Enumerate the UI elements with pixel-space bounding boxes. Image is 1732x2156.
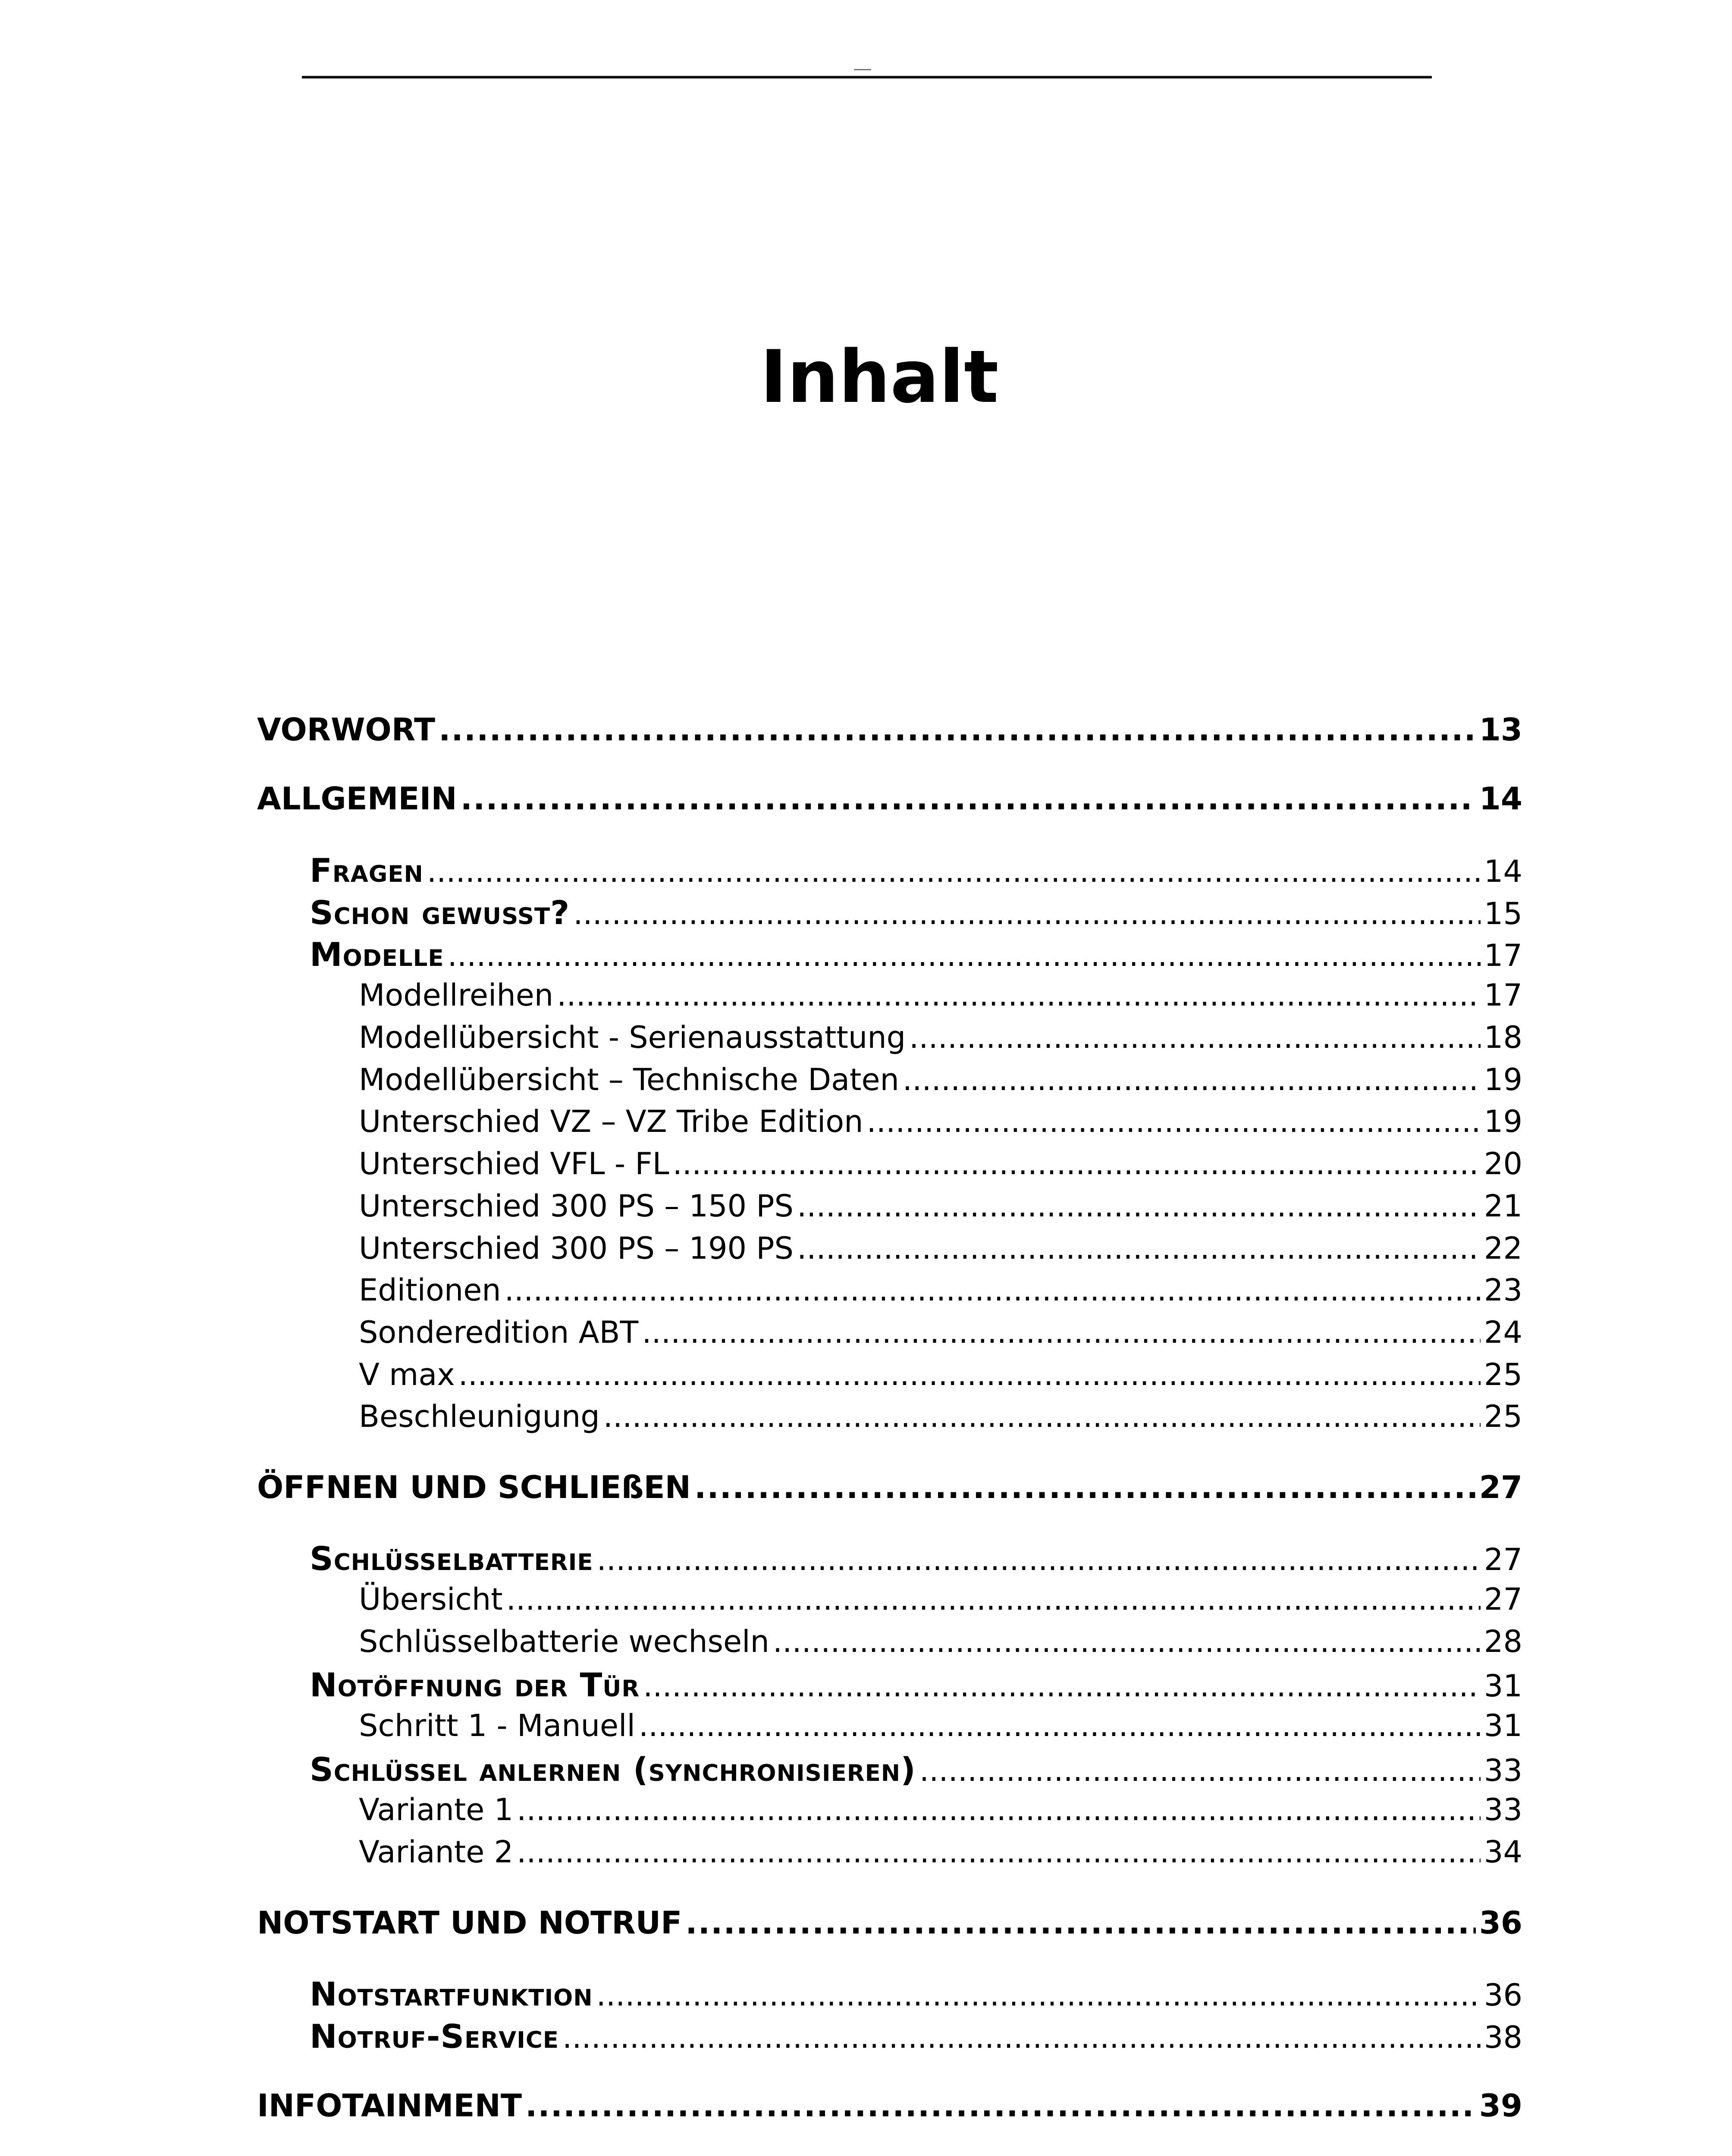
toc-dot-leader	[439, 711, 1476, 748]
toc-dot-leader	[909, 1020, 1481, 1055]
toc-entry-title: Notruf-Service	[310, 2017, 559, 2056]
toc-entry-sub[interactable]	[257, 1792, 1522, 1827]
toc-page-number: 13	[1479, 711, 1522, 748]
toc-page-number: 25	[1484, 1399, 1522, 1434]
toc-entry-title: Übersicht	[359, 1582, 503, 1617]
toc-dot-leader	[673, 1146, 1481, 1181]
toc-entry-title: Unterschied VFL - FL	[359, 1146, 669, 1181]
toc-entry-title: Variante 2	[359, 1834, 514, 1870]
toc-page-number: 14	[1479, 780, 1522, 817]
toc-dot-leader	[525, 2087, 1476, 2124]
toc-entry-title: Modellübersicht - Serienausstattung	[359, 1020, 906, 1055]
toc-page-number: 28	[1484, 1624, 1522, 1659]
toc-page-number: 36	[1479, 1905, 1522, 1941]
toc-entry-title: INFOTAINMENT	[257, 2087, 522, 2124]
toc-entry-title: ÖFFNEN UND SCHLIEßEN	[257, 1469, 691, 1505]
toc-entry-title: V max	[359, 1357, 455, 1392]
toc-dot-leader	[517, 1834, 1481, 1870]
toc-entry-section[interactable]	[257, 893, 1522, 932]
toc-entry-sub[interactable]	[257, 1315, 1522, 1350]
page-title: Inhalt	[760, 335, 999, 419]
toc-entry-title: Notöffnung der Tür	[310, 1666, 640, 1704]
toc-page-number: 18	[1484, 1020, 1522, 1055]
toc-entry-chapter[interactable]	[257, 1905, 1522, 1941]
toc-dot-leader	[603, 1399, 1481, 1434]
toc-page-number: 20	[1484, 1146, 1522, 1181]
toc-page-number: 27	[1479, 1469, 1522, 1505]
toc-page-number: 19	[1484, 1062, 1522, 1097]
toc-page-number: 17	[1484, 938, 1522, 973]
toc-entry-sub[interactable]	[257, 1272, 1522, 1308]
toc-entry-section[interactable]	[257, 935, 1522, 974]
toc-dot-leader	[903, 1062, 1481, 1097]
toc-entry-chapter[interactable]	[257, 711, 1522, 748]
toc-page-number: 31	[1484, 1668, 1522, 1704]
toc-dot-leader	[597, 1542, 1481, 1577]
toc-entry-sub[interactable]	[257, 1020, 1522, 1055]
toc-dot-leader	[867, 1104, 1481, 1139]
header-rule-mark	[854, 69, 871, 70]
toc-entry-section[interactable]	[257, 1750, 1522, 1789]
toc-entry-title: Beschleunigung	[359, 1399, 600, 1434]
toc-entry-section[interactable]	[257, 2017, 1522, 2056]
toc-page-number: 24	[1484, 1315, 1522, 1350]
toc-entry-sub[interactable]	[257, 1582, 1522, 1617]
toc-dot-leader	[573, 896, 1481, 931]
toc-entry-section[interactable]	[257, 1539, 1522, 1578]
toc-page-number: 25	[1484, 1357, 1522, 1392]
header-rule	[302, 76, 1432, 78]
toc-dot-leader	[639, 1708, 1481, 1743]
toc-entry-sub[interactable]	[257, 1062, 1522, 1097]
toc-entry-title: Schlüssel anlernen (synchronisieren)	[310, 1750, 916, 1789]
toc-entry-sub[interactable]	[257, 1188, 1522, 1224]
toc-entry-title: Modellreihen	[359, 978, 554, 1013]
toc-dot-leader	[685, 1905, 1476, 1941]
toc-page-number: 23	[1484, 1272, 1522, 1308]
toc-entry-sub[interactable]	[257, 1834, 1522, 1870]
toc-page-number: 38	[1484, 2020, 1522, 2055]
toc-page-number: 19	[1484, 1104, 1522, 1139]
toc-entry-title: VORWORT	[257, 711, 436, 748]
toc-entry-chapter[interactable]	[257, 1469, 1522, 1505]
toc-dot-leader	[919, 1753, 1481, 1788]
toc-page-number: 15	[1484, 896, 1522, 931]
toc-entry-title: Schon gewusst?	[310, 893, 570, 932]
toc-page-number: 36	[1484, 1977, 1522, 2013]
toc-entry-title: Schritt 1 - Manuell	[359, 1708, 635, 1743]
toc-entry-section[interactable]	[257, 851, 1522, 890]
toc-dot-leader	[448, 938, 1481, 973]
toc-dot-leader	[797, 1231, 1481, 1266]
toc-entry-title: Schlüsselbatterie	[310, 1539, 593, 1578]
toc-page-number: 39	[1479, 2087, 1522, 2124]
toc-dot-leader	[427, 854, 1481, 889]
toc-page-number: 27	[1484, 1582, 1522, 1617]
toc-entry-sub[interactable]	[257, 1708, 1522, 1743]
toc-dot-leader	[557, 978, 1481, 1013]
toc-dot-leader	[694, 1469, 1476, 1505]
toc-dot-leader	[517, 1792, 1481, 1827]
toc-page-number: 22	[1484, 1231, 1522, 1266]
toc-page-number: 27	[1484, 1542, 1522, 1577]
toc-entry-title: Modellübersicht – Technische Daten	[359, 1062, 899, 1097]
toc-entry-title: Unterschied 300 PS – 190 PS	[359, 1231, 794, 1266]
toc-dot-leader	[506, 1582, 1481, 1617]
toc-page-number: 33	[1484, 1792, 1522, 1827]
toc-entry-chapter[interactable]	[257, 780, 1522, 817]
toc-entry-sub[interactable]	[257, 1357, 1522, 1392]
toc-dot-leader	[596, 1977, 1481, 2013]
toc-entry-sub[interactable]	[257, 1399, 1522, 1434]
toc-page-number: 14	[1484, 854, 1522, 889]
toc-dot-leader	[458, 1357, 1481, 1392]
toc-entry-section[interactable]	[257, 1666, 1522, 1704]
toc-entry-sub[interactable]	[257, 1104, 1522, 1139]
toc-entry-title: Fragen	[310, 851, 424, 890]
toc-page-number: 34	[1484, 1834, 1522, 1870]
toc-dot-leader	[643, 1668, 1481, 1704]
toc-entry-title: Modelle	[310, 935, 444, 974]
toc-dot-leader	[562, 2020, 1481, 2055]
toc-page-number: 17	[1484, 978, 1522, 1013]
toc-entry-title: Unterschied 300 PS – 150 PS	[359, 1188, 794, 1224]
toc-page-number: 21	[1484, 1188, 1522, 1224]
toc-entry-title: Editionen	[359, 1272, 501, 1308]
toc-entry-section[interactable]	[257, 1975, 1522, 2013]
toc-dot-leader	[642, 1315, 1481, 1350]
toc-entry-title: Unterschied VZ – VZ Tribe Edition	[359, 1104, 863, 1139]
toc-entry-sub[interactable]	[257, 1146, 1522, 1181]
toc-entry-sub[interactable]	[257, 1624, 1522, 1659]
toc-page-number: 33	[1484, 1753, 1522, 1788]
toc-dot-leader	[461, 780, 1476, 817]
toc-entry-title: NOTSTART UND NOTRUF	[257, 1905, 682, 1941]
toc-dot-leader	[797, 1188, 1481, 1224]
toc-entry-title: Variante 1	[359, 1792, 514, 1827]
toc-entry-chapter[interactable]	[257, 2087, 1522, 2124]
toc-entry-title: Schlüsselbatterie wechseln	[359, 1624, 769, 1659]
toc-entry-sub[interactable]	[257, 1231, 1522, 1266]
toc-entry-title: ALLGEMEIN	[257, 780, 457, 817]
toc-entry-sub[interactable]	[257, 978, 1522, 1013]
toc-dot-leader	[773, 1624, 1481, 1659]
toc-dot-leader	[505, 1272, 1481, 1308]
toc-entry-title: Sonderedition ABT	[359, 1315, 639, 1350]
toc-entry-title: Notstartfunktion	[310, 1975, 593, 2013]
toc-page-number: 31	[1484, 1708, 1522, 1743]
